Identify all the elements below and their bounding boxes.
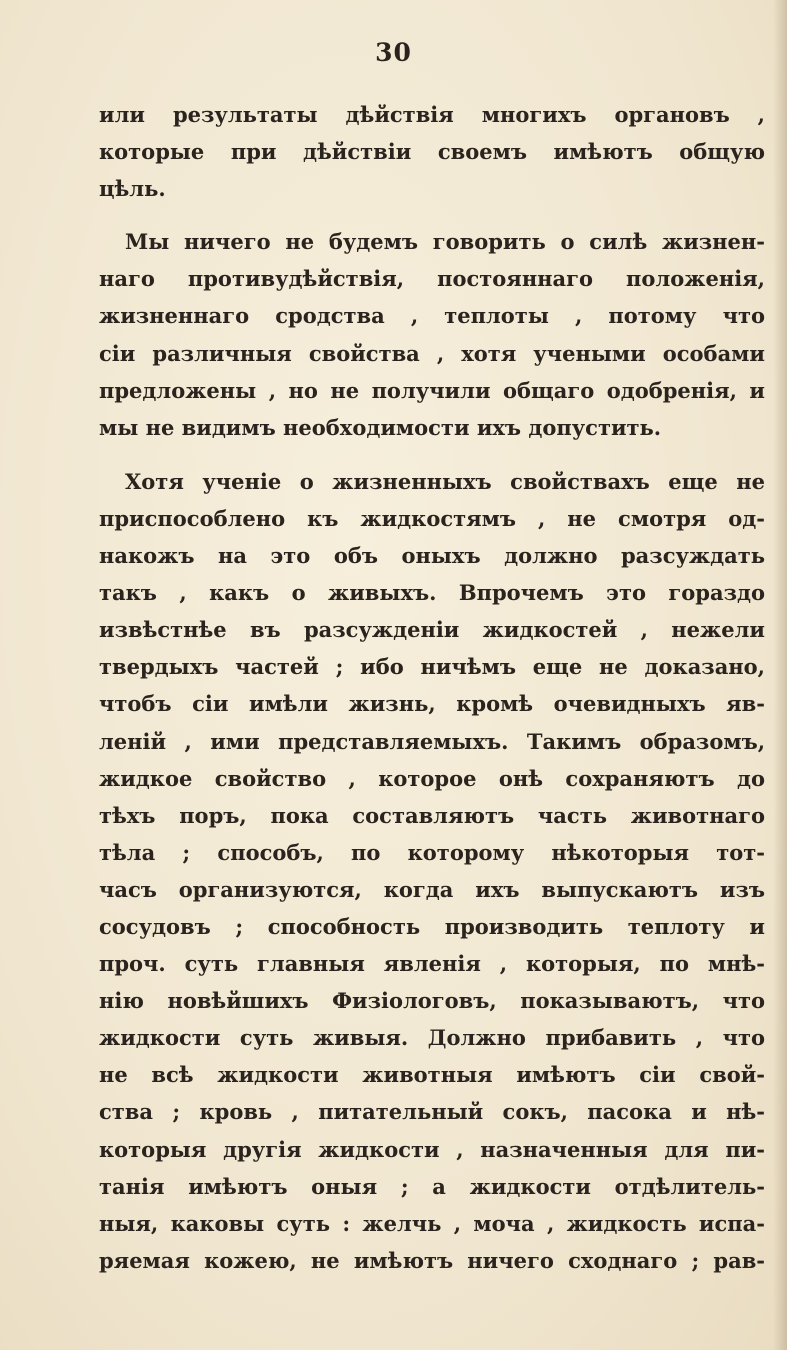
text-line: твердыхъ частей ; ибо ничѣмъ еще не доказано, [99,654,765,680]
text-line: ныя, каковы суть : желчь , моча , жидкость испа- [99,1210,765,1236]
text-line: такъ , какъ о живыхъ. Впрочемъ это гораздо [99,580,765,606]
text-line: ства ; кровь , питательный сокъ, пасока и нѣ- [99,1099,765,1125]
paragraph-2 [99,223,765,446]
text-line: леній , ими представляемыхъ. Такимъ образомъ, [99,728,765,754]
paragraph-gap [99,446,765,463]
text-line: Хотя ученіе о жизненныхъ свойствахъ еще не [125,468,765,494]
text-line: которыя другія жидкости , назначенныя для пи- [99,1136,765,1162]
paragraph-1 [99,96,765,207]
text-line: цѣль. [99,176,166,202]
text-line: сіи различныя свойства , хотя учеными особами [99,340,765,366]
text-line: тѣхъ поръ, пока составляютъ часть животнаго [99,802,765,828]
text-line: мы не видимъ необходимости ихъ допустить. [99,414,662,440]
text-line: жидкое свойство , которое онѣ сохраняютъ до [99,765,765,791]
text-line: накожъ на это объ оныхъ должно разсуждать [99,543,765,569]
text-line: не всѣ жидкости животныя имѣютъ сіи свой- [99,1062,765,1088]
text-line: извѣстнѣе въ разсужденіи жидкостей , нежели [99,617,765,643]
text-line: жидкости суть живыя. Должно прибавить , что [99,1025,765,1051]
paragraph-3 [99,463,765,1279]
text-line: Мы ничего не будемъ говорить о силѣ жизнен- [125,229,765,255]
text-line: предложены , но не получили общаго одобренія, и [99,377,765,403]
page-number: 30 [375,38,412,67]
text-line: тѣла ; способъ, по которому нѣкоторыя тот- [99,839,765,865]
text-line: сосудовъ ; способность производить теплоту и [99,913,765,939]
text-line: приспособлено къ жидкостямъ , не смотря од- [99,505,765,531]
paragraph-gap [99,207,765,223]
text-line: чтобъ сіи имѣли жизнь, кромѣ очевидныхъ яв- [99,691,765,717]
text-line: или результаты дѣйствія многихъ органовъ , [99,102,765,127]
text-line: танія имѣютъ оныя ; а жидкости отдѣлитель- [99,1173,765,1199]
text-line: часъ организуются, когда ихъ выпускаютъ изъ [99,876,765,902]
page-text [99,96,765,1279]
text-line: жизненнаго сродства , теплоты , потому что [99,303,765,329]
text-line: ряемая кожею, не имѣютъ ничего сходнаго ; рав- [99,1247,765,1273]
text-line: проч. суть главныя явленія , которыя, по мнѣ- [99,951,765,977]
text-line: наго противудѣйствія, постояннаго положенія, [99,266,765,292]
text-line: которые при дѣйствіи своемъ имѣютъ общую [99,139,765,165]
page-edge-shadow [773,0,787,1350]
text-line: нію новѣйшихъ Физіологовъ, показываютъ, что [99,988,765,1014]
